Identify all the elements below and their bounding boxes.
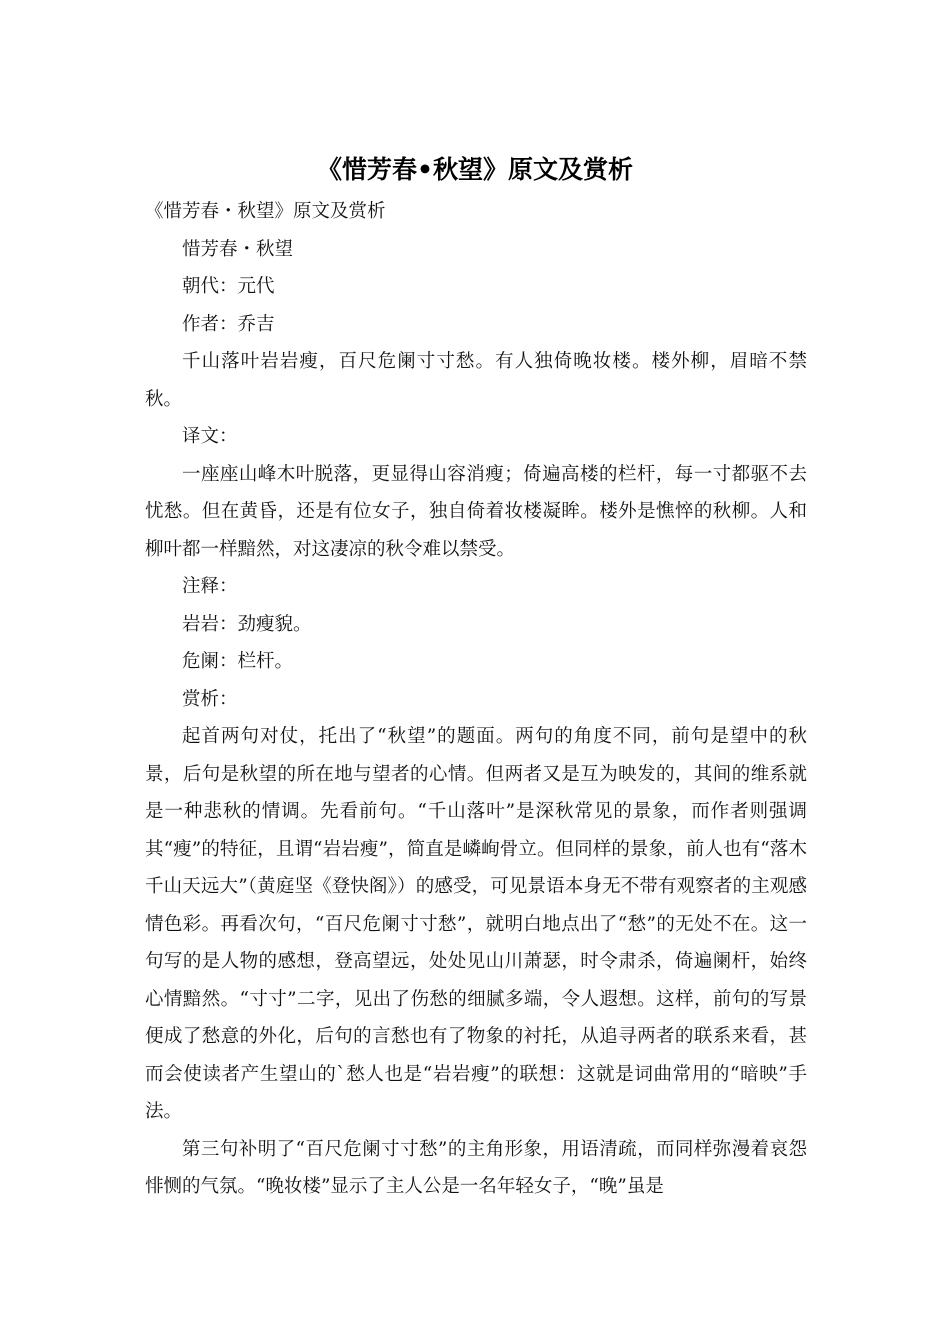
note-item: 危阑：栏杆。	[182, 651, 294, 672]
subtitle-line: 《惜芳春・秋望》原文及赏析	[145, 201, 386, 222]
dynasty-line: 朝代：元代	[182, 276, 275, 297]
appreciation-heading: 赏析：	[182, 688, 238, 710]
appreciation-paragraph: 起首两句对仗，托出了“秋望”的题面。两句的角度不同，前句是望中的秋景，后句是秋望的所在地与望者的心情。但两者又是互为映发的，其间的维系就是一种悲秋的情调。先看前句。“千山落叶”是深秋常见的景象，而作者则强调其“瘦”的特征，且谓“岩岩瘦”，简直是嶙峋骨立。但同样的景象，前人也有“落木千山天远大”（黄庭坚《登快阁》）的感受，可见景语本身无不带有观察者的主观感情色彩。再看次句，“百尺危阑寸寸愁”，就明白地点出了“愁”的无处不在。这一句写的是人物的感想，登高望远，处处见山川萧瑟，时令肃杀，倚遍阑杆，始终心情黯然。“寸寸”二字，见出了伤愁的细腻多端，令人遐想。这样，前句的写景便成了愁意的外化，后句的言愁也有了物象的衬托，从追寻两者的联系来看，甚而会使读者产生望山的`愁人也是“岩岩瘦”的联想：这就是词曲常用的“暗映”手法。	[145, 726, 807, 1122]
notes-heading: 注释：	[182, 576, 238, 597]
author-line: 作者：乔吉	[182, 313, 275, 335]
note-item: 岩岩：劲瘦貌。	[182, 613, 312, 635]
translation-text: 一座座山峰木叶脱落，更显得山容消瘦；倚遍高楼的栏杆，每一寸都驱不去忧愁。但在黄昏，还是有位女子，独自倚着妆楼凝眸。楼外是憔悴的秋柳。人和柳叶都一样黯然，对这凄凉的秋令难以禁受。	[145, 463, 807, 560]
poem-title: 惜芳春・秋望	[182, 238, 294, 260]
appreciation-paragraph: 第三句补明了“百尺危阑寸寸愁”的主角形象，用语清疏，而同样弥漫着哀怨悱恻的气氛。“晚妆楼”显示了主人公是一名年轻女子，“晚”虽是	[145, 1138, 807, 1197]
poem-text: 千山落叶岩岩瘦，百尺危阑寸寸愁。有人独倚晚妆楼。楼外柳，眉暗不禁秋。	[145, 351, 807, 410]
translation-heading: 译文：	[182, 426, 238, 447]
document-title: 《惜芳春•秋望》原文及赏析	[317, 155, 633, 184]
document-body	[145, 193, 807, 1206]
